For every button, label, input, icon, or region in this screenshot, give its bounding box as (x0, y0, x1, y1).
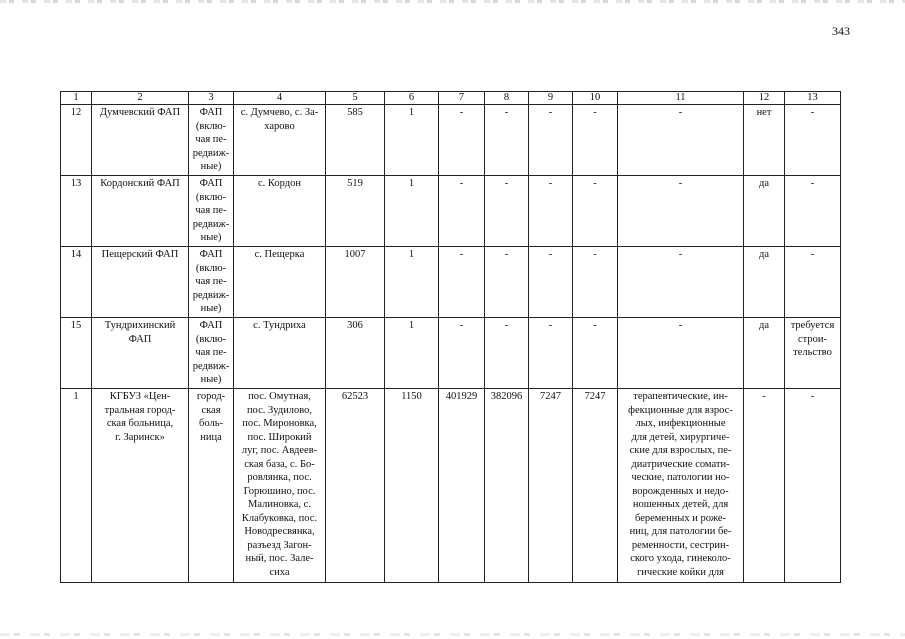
table-cell: - (573, 247, 618, 318)
table-cell: - (573, 176, 618, 247)
table-cell: - (529, 318, 573, 389)
table-cell: 382096 (485, 389, 529, 583)
table-cell: - (618, 105, 744, 176)
table-cell: 62523 (326, 389, 385, 583)
table-cell: - (618, 318, 744, 389)
table-cell: - (785, 176, 841, 247)
table-cell: - (439, 318, 485, 389)
table-cell: пос. Омутная, пос. Зудилово, пос. Мироновка, пос. Широкий луг, пос. Авдеев- ская база, с. Бо- ровлянка, пос. Горюшино, пос. Малиновка, с. Клабуковка, пос. Новодресвянка, разъезд Загон- ный, пос. Зале- сиха (234, 389, 326, 583)
column-number-cell: 9 (529, 92, 573, 105)
table-cell: да (744, 176, 785, 247)
table-row (61, 318, 841, 389)
table-cell: с. Пещерка (234, 247, 326, 318)
table-cell: - (618, 176, 744, 247)
column-number-cell: 7 (439, 92, 485, 105)
table-cell: 1 (385, 105, 439, 176)
table-cell: с. Кордон (234, 176, 326, 247)
table-cell: - (529, 176, 573, 247)
table-cell: 1 (385, 318, 439, 389)
scan-top-edge (0, 0, 905, 3)
scan-bottom-edge (0, 633, 905, 636)
table-cell: нет (744, 105, 785, 176)
table-cell: - (573, 318, 618, 389)
table-cell: ФАП (вклю- чая пе- редвиж- ные) (189, 318, 234, 389)
table-cell: 1007 (326, 247, 385, 318)
table-cell: - (573, 105, 618, 176)
column-number-cell: 12 (744, 92, 785, 105)
table-row (61, 105, 841, 176)
page-number: 343 (832, 24, 850, 38)
table-cell: КГБУЗ «Цен- тральная город- ская больница, г. Заринск» (92, 389, 189, 583)
table-cell: 1 (385, 176, 439, 247)
table-cell: терапевтические, ин- фекционные для взрос- лых, инфекционные для детей, хирургиче- ские для взрослых, пе- диатрические сомати- ческие, патологии но- ворожденных и недо- ношенных детей, для беременных и роже- ниц, для патологии бе- ременности, сестрин- ского ухода, гинеколо- гические койки для (618, 389, 744, 583)
table-cell: с. Думчево, с. За- харово (234, 105, 326, 176)
column-number-cell: 10 (573, 92, 618, 105)
table-cell: - (485, 318, 529, 389)
table-cell: 7247 (529, 389, 573, 583)
table-cell: ФАП (вклю- чая пе- редвиж- ные) (189, 105, 234, 176)
table-cell: - (439, 105, 485, 176)
table-cell: 13 (61, 176, 92, 247)
table-cell: требуется строи- тельство (785, 318, 841, 389)
table-cell: - (485, 176, 529, 247)
table-cell: - (785, 105, 841, 176)
table-cell: Кордонский ФАП (92, 176, 189, 247)
column-number-cell: 4 (234, 92, 326, 105)
table-cell: 585 (326, 105, 385, 176)
table-cell: 401929 (439, 389, 485, 583)
table-row (61, 247, 841, 318)
table-cell: - (618, 247, 744, 318)
column-number-cell: 11 (618, 92, 744, 105)
table-cell: да (744, 247, 785, 318)
table-cell: - (785, 389, 841, 583)
table-cell: - (529, 105, 573, 176)
table-cell: - (529, 247, 573, 318)
table-cell: - (439, 176, 485, 247)
table-cell: 1 (61, 389, 92, 583)
table-cell: 306 (326, 318, 385, 389)
column-number-cell: 1 (61, 92, 92, 105)
table-cell: 1150 (385, 389, 439, 583)
table-cell: 1 (385, 247, 439, 318)
column-number-cell: 2 (92, 92, 189, 105)
data-table (60, 91, 841, 583)
table-cell: Пещерский ФАП (92, 247, 189, 318)
table-row (61, 389, 841, 583)
column-number-row (61, 92, 841, 105)
table-cell: Думчевский ФАП (92, 105, 189, 176)
table-cell: - (485, 247, 529, 318)
table-cell: - (485, 105, 529, 176)
table-cell: 14 (61, 247, 92, 318)
column-number-cell: 13 (785, 92, 841, 105)
table-body (61, 92, 841, 583)
table-cell: - (439, 247, 485, 318)
column-number-cell: 5 (326, 92, 385, 105)
column-number-cell: 3 (189, 92, 234, 105)
table-cell: Тундрихинский ФАП (92, 318, 189, 389)
table-cell: 12 (61, 105, 92, 176)
column-number-cell: 8 (485, 92, 529, 105)
table-cell: ФАП (вклю- чая пе- редвиж- ные) (189, 176, 234, 247)
table-cell: 7247 (573, 389, 618, 583)
table-cell: ФАП (вклю- чая пе- редвиж- ные) (189, 247, 234, 318)
table-cell: 519 (326, 176, 385, 247)
table-cell: да (744, 318, 785, 389)
table-cell: с. Тундриха (234, 318, 326, 389)
table-row (61, 176, 841, 247)
table-cell: - (785, 247, 841, 318)
column-number-cell: 6 (385, 92, 439, 105)
table-cell: город- ская боль- ница (189, 389, 234, 583)
table-cell: - (744, 389, 785, 583)
table-cell: 15 (61, 318, 92, 389)
